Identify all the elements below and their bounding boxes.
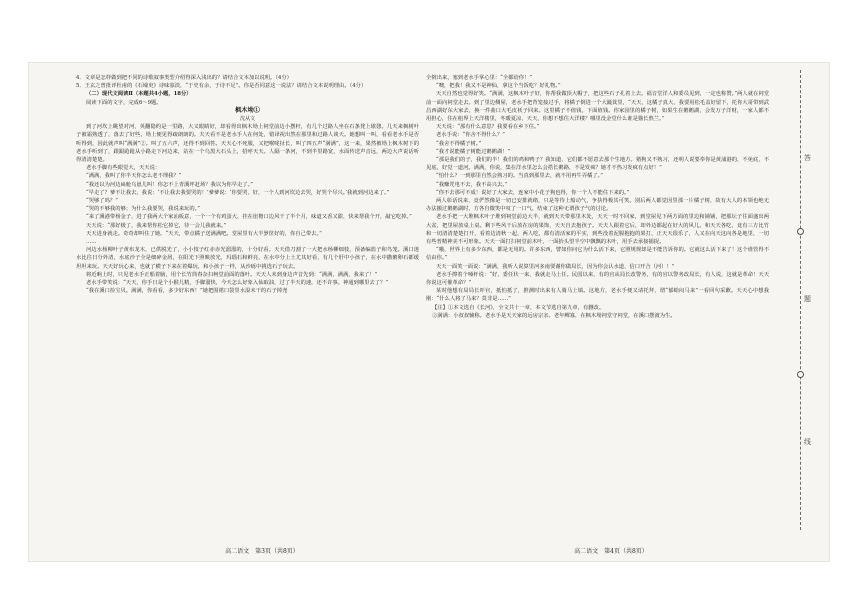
story-paragraph: “哭够了吗？” [86, 198, 118, 205]
story-paragraph: “噢，把我！我又不是神仙，拿这个当饭吃？好礼物。” [436, 83, 561, 90]
right-page-column [426, 74, 769, 540]
story-paragraph: 老水手擦着个嗓杆说：“好，委任状一来，我就走马上任。民国以来，有的官从局长改警务，有的官以警务改局长，有人说，这就是革命！天天你说这可催革命？” [426, 271, 769, 287]
story-author: 沈从文 [239, 116, 255, 123]
binding-hole-circle [797, 371, 804, 378]
story-paragraph: “我在溪口捡宝贝。满满，你看看，多少好东西！”她把围裙口袋里水湿未干的石子掉尧 [86, 288, 288, 295]
story-paragraph: 两人彰话说来，竟俨然像是一切已安排就绪，只是等待上船动气，争执得极其可笑。别后两人都觉因里那一片橘子树，故有大人的本领也绝无办法搬过鹅鹅湖时，方各自微笑中叹了一口气，结束了这种无谓孩子气的讨论。 [426, 198, 769, 213]
story-title: 枫木坳① [235, 106, 260, 114]
story-paragraph: “那是我们的子，我们的半！我们的鸡和鸭子？我知道，它们都不愿意去那个生地方。猪狗又不熟习，还明人说要奉你是黄浦港的，不免底，不见底，好觉一道河。满满，你说，集在洋水里怎么会搭长鹅路，不是发疯？她才不热习发疯有点好！” [426, 157, 769, 172]
story-paragraph: “早走了？爹不让我去，我说：‘不让我去我要哭的！’爹爹说：‘你要哭，好，一个人到河坎边去哭，好哭个尽兴。’我就到河边来了。” [86, 189, 390, 196]
page-footer-left: 高二语文 第3页（共8页） [225, 548, 299, 555]
story-paragraph: 到了河坎上眺望对河，英翻隐约是一里路，大义眼睛好，却看得出枫木坳上祠堂前边小摆杆，有几个过路人坐在石条凳上歇憩。几天来枫树叶子被霜熟透了，落去了好些，坳上便见得疏朗朗的。夫天看不是老水手人在何处，错译祝出然在那里和过路人谈天。她想叫一叫，看看老水手是否听得到，因此就声叫“满满”②。叫了五六声，还得不到回答。天天心不死服，又把喉咙扯长，叫了四五声“满满”，这一来，果然被坳上枫木树下的老水手听到了，跟跟跄跄从小路走下河边来，站在一个乌黑大石头上，招呼天天。人隔一条河，不到半里路宽，水面传送声音远，两边大声说话听得清清楚楚。 [76, 124, 419, 164]
binding-dashed-line [800, 70, 801, 530]
reading-instruction: 阅读下面的文字，完成6～9题。 [86, 99, 162, 106]
footnote: ②满满：小叔叔辅称。老水手是天天家的远房宗亲。老年鳏寡，在枫木坳祠堂守祠堂，在溪口摆渡为生。 [432, 312, 676, 319]
story-paragraph: “我还以为河边扁舱乌崽儿叫！你怎不上青溪坪赶场？我以为你早走了。” [86, 181, 253, 188]
story-paragraph: 将近晌上时，只见老水手正船着脑，用个长竹筒舂杂扫柯堂前面的落叶。天天人未到身边声音先到：“满满，满满，我来了！” [86, 271, 378, 278]
story-paragraph: “哦，世界上有多少东西，都是无用的。许多东西，譬如你问它为什么活下来，它照规规却是不能告诉你的。它就这么活下来了！这个谁管得不信由你。” [426, 247, 769, 262]
binding-char: 题 [804, 295, 811, 303]
story-paragraph: 某时他想有局局长吓官，抵怕抵了，推测时出来有人骑马上镇。这地方，老水手便又请托拜，谓“郁蛤闷马来”一看回句采歉。天天心中想我刚：“什么人将了马来？莫非是……” [426, 288, 769, 303]
story-paragraph: 河边水杨柳叶子黄布龙木，已供脱光了，小小枝子红赤赤光溜溜的，十分好看。天天借刀割了一大把水杨柳细枝，预备编篮子和鸟笼。溪口迷水比往日分外清，水底沙子全是细碎金屑，在阳光下照映放光，玛瑙石和鲜亮，在水中分上土尤其好看，有几个肝中小孩子，在水中撒鹅卵石都缓坦坦来玩。天天好玩心来，也就了横子下来在着爆玩，和小孩子一样，从沙砾中挑选石子玩去。 [76, 247, 419, 270]
binding-char: 答 [804, 154, 811, 162]
story-paragraph: 天天进身就走。奇奇却叫住了她。“天天，带点橘子送满满吧。堂屋里有大半箩筐好的，你自己带去。” [86, 230, 322, 237]
binding-char: 线 [804, 438, 811, 446]
omission-ellipsis: …… [86, 239, 97, 246]
story-paragraph: “来了溪港带杨金子，进了我两大个家汕板意，一个一个有鸡蛋大，挂在崖檐口边风干了半个月，味道又香又甜，快来帮我个开，敲它吃掉。” [86, 214, 412, 221]
story-paragraph: “哭的不够我的够；为什么我要哭，我说来玩的。” [86, 206, 201, 213]
story-paragraph: “我赚咒电不去，我不高兴去。” [436, 181, 508, 188]
story-paragraph: 全倒出来，塞到老水手掌心里：“全都给你！” [426, 75, 533, 81]
section-heading: （二）现代文阅读Ⅱ（本题共4小题，18分） [86, 91, 192, 98]
story-paragraph: 老水手把一大堆枫木叶子堆到祠堂前边大半，就到天天带那里木处，天天一时不回家，到堂屋见下两方面的里边和铺铺，把那坛子往面盛出两大盆，把里屋放桌上桌。剩下些风干后放在房的果饰，天天自去抱孩子。天夫人跟着它后，却外边都起在好大的风儿。和天天各吃，竟有三方比竹和一切清清楚楚打开，看着边清秋一起，两人吃，都有清活家的平实，到些没着泥腥抱抱的果打，正天天很乐了，人又在向天这向各是地里，一切有些普精神美不可形象。天天一面打扫祠堂前木叶，一面抬头望半空中飘飘的木叶，用手去承接捕捉。 [426, 214, 769, 246]
question-4: 4．文章是怎样做到把不同的诗歌叙事类型介绍得深入浅出的？请结合文本加以说明。（4分） [76, 75, 292, 81]
story-paragraph: 天天说：“那好极了，我来帮你松它掉它，待一会儿我就来。” [86, 222, 227, 229]
story-paragraph: 老水手带笑说：“天天，你手日是个小猴儿精，手脚溜快，今天怎么好象入仙取油，过了半天的速，还不许事。神通到哪里去了？” [86, 280, 389, 287]
story-paragraph: “你不去那可不成！说好了大家去，连家中小花子狗也得，你一个人不能住下来的。” [436, 189, 630, 196]
story-paragraph: “我舍不得橘子树。” [436, 140, 482, 147]
story-paragraph: 老水手说：“你舍不得什么？” [436, 132, 505, 139]
page-footer-right: 高二语文 第4页（共8页） [574, 548, 648, 555]
story-paragraph: 天天一面笑一面说：“满满，我听人说算里河多南要谢你做局长，因为你会认水道，信口开合（河）！” [436, 263, 675, 270]
story-paragraph: “我才说能橘子树能过鹅鹅湖！” [436, 148, 511, 155]
story-paragraph: 天天自然也觉得好笑。“满满，这枫木叶子好，你帮我做顶大帽子，把这些石子孔着上去。福音堂洋人和委员见到，一定也称赞。”两人就在祠堂前一面向祠堂走去。到了里边侧屋，老水手把背笼接过手，将橘子倒进一个大簸箕里，“天天，这橘子真大，我要用松毛盖好留下，托你大哥带到武昌西湖好东大家去，换一件曲口大毛皮袄子回来。这里橘子不值钱，下面值钱。你家园里的橘子树，如果生在鹅鹅湖，会发万子洋财，一家人都不用担心，住在租界上天洋楼里，冬暖夏凉，天天，你想不想住大洋楼？哪里没金堂什么谁是猫长熬兰。” [426, 91, 769, 123]
story-paragraph: “满满，我叫了你半天你怎么老不理我？” [86, 173, 182, 180]
left-page-column [76, 74, 419, 540]
story-paragraph: “怕什么？一到那里自然会熟习的。当真到那里去，就不用再牛弄橘了。” [436, 173, 603, 180]
question-5: 5．王玄之曾批评杜甫的《石壕吏》诗味寡淡，“于史有余，于诗不足”。你是否同意这一说法？请结合文本说明理由。（4分） [76, 83, 367, 90]
story-paragraph: 老水手脚有些眼觉大，天天说： [86, 165, 161, 172]
footnote: 【注】①本文选自《长河》，全文共十一章，本文节选自第九章，有删改。 [432, 304, 605, 311]
story-paragraph: 天天说：“那有什么意思？我要看在乡下住。” [436, 124, 540, 131]
binding-hole-circle [797, 228, 804, 235]
